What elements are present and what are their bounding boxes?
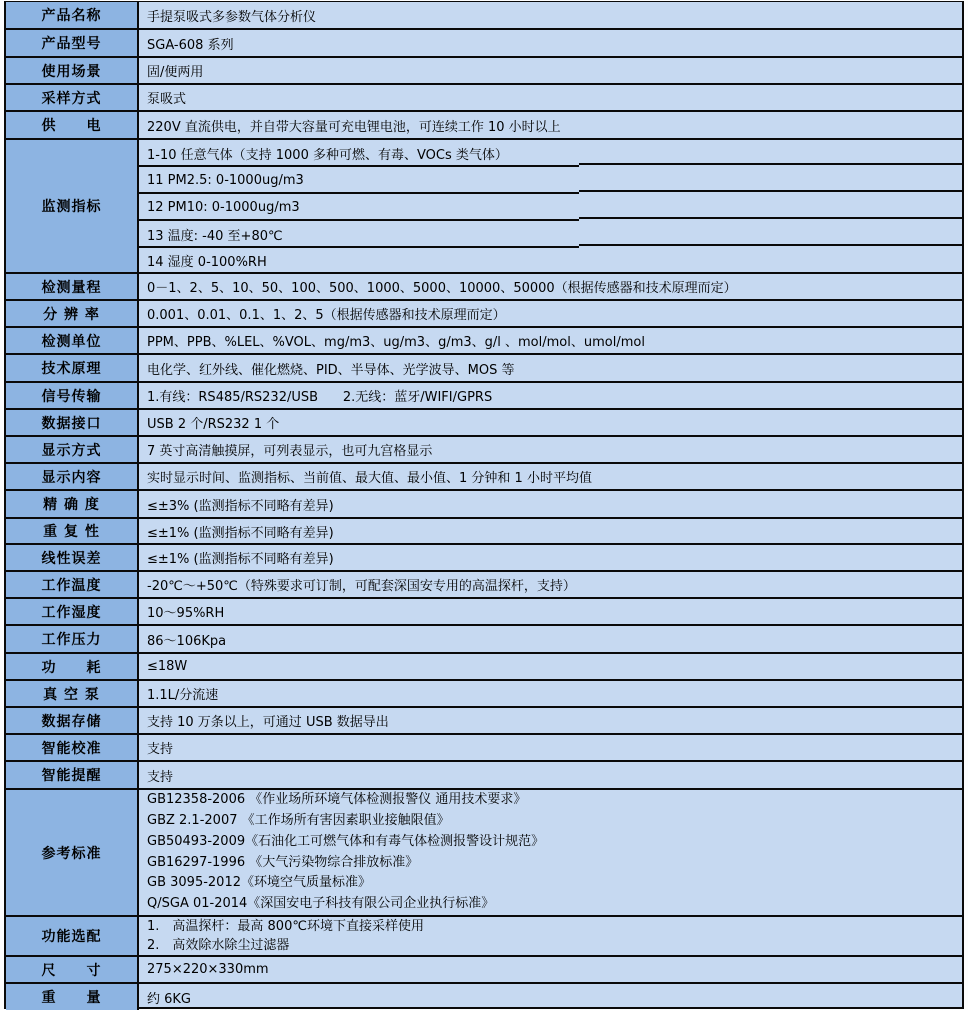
spec-row-label: 供 电 — [6, 112, 139, 138]
spec-row-label: 功能选配 — [6, 917, 139, 955]
spec-row-label: 数据存储 — [6, 708, 139, 733]
spec-value-line: Q/SGA 01-2014《深国安电子科技有限公司企业执行标准》 — [147, 896, 495, 912]
spec-table-row — [6, 301, 962, 328]
product-spec-table — [4, 1, 964, 1009]
spec-subrow-value: 14 湿度 0-100%RH — [147, 254, 267, 270]
spec-row-multiline-value — [139, 917, 962, 955]
spec-row-value: 1.有线：RS485/RS232/USB 2.无线：蓝牙/WIFI/GPRS — [147, 390, 493, 405]
spec-row-value: 10～95%RH — [147, 606, 225, 621]
spec-row-label: 显示方式 — [6, 437, 139, 462]
spec-row-value: 86～106Kpa — [147, 633, 227, 649]
spec-row-value: 手提泵吸式多参数气体分析仪 — [147, 9, 317, 25]
spec-value-line: 1. 高温探杆：最高 800℃环境下直接采样使用 — [147, 919, 424, 934]
spec-table-row — [6, 626, 962, 654]
spec-row-label: 工作温度 — [6, 572, 139, 597]
spec-row-value: -20℃～+50℃（特殊要求可订制，可配套深国安专用的高温探杆，支持） — [147, 579, 576, 594]
spec-table-row — [6, 545, 962, 572]
spec-table-row — [6, 2, 962, 30]
spec-row-value: 约 6KG — [147, 991, 192, 1007]
spec-subrow — [139, 167, 962, 194]
spec-row-label: 工作湿度 — [6, 599, 139, 624]
spec-table-row — [6, 790, 962, 917]
spec-row-value: PPM、PPB、%LEL、%VOL、mg/m3、ug/m3、g/m3、g/l 、mol/mol、umol/mol — [147, 335, 645, 350]
spec-row-label: 监测指标 — [6, 140, 139, 272]
spec-subrow — [139, 221, 962, 248]
spec-row-value: 7 英寸高清触摸屏，可列表显示，也可九宫格显示 — [147, 444, 433, 459]
spec-table-row — [6, 383, 962, 410]
spec-subrow-value: 13 温度: -40 至+80℃ — [147, 229, 283, 244]
spec-subrow-group — [139, 140, 962, 272]
spec-row-label: 显示内容 — [6, 464, 139, 489]
spec-subrow-value: 11 PM2.5: 0-1000ug/m3 — [147, 173, 304, 188]
spec-row-label: 参考标准 — [6, 790, 139, 915]
spec-row-value: 支持 — [147, 769, 174, 785]
spec-row-label: 产品名称 — [6, 2, 139, 28]
spec-row-label: 检测单位 — [6, 328, 139, 353]
spec-table-row — [6, 519, 962, 545]
spec-row-value: ≤±1% (监测指标不同略有差异) — [147, 525, 334, 541]
spec-value-line: 2. 高效除水除尘过滤器 — [147, 938, 290, 953]
spec-value-line: GB16297-1996 《大气污染物综合排放标准》 — [147, 854, 419, 870]
spec-subrow — [139, 248, 962, 272]
spec-row-value: 275×220×330mm — [147, 962, 269, 977]
spec-row-value: 泵吸式 — [147, 92, 187, 107]
spec-table-row — [6, 328, 962, 355]
spec-table-row — [6, 708, 962, 735]
spec-table-row — [6, 140, 962, 274]
spec-row-label: 重 复 性 — [6, 519, 139, 543]
spec-table-row — [6, 984, 962, 1010]
spec-row-value: 220V 直流供电，并自带大容量可充电锂电池，可连续工作 10 小时以上 — [147, 119, 561, 135]
spec-row-label: 功 耗 — [6, 654, 139, 679]
spec-value-line: GBZ 2.1-2007 《工作场所有害因素职业接触限值》 — [147, 812, 450, 828]
spec-subrow-value: 12 PM10: 0-1000ug/m3 — [147, 200, 300, 215]
spec-table-row — [6, 274, 962, 301]
spec-row-value: 固/便两用 — [147, 65, 204, 80]
spec-table-row — [6, 355, 962, 383]
spec-row-label: 工作压力 — [6, 626, 139, 652]
spec-row-label: 精 确 度 — [6, 491, 139, 517]
spec-row-label: 使用场景 — [6, 58, 139, 83]
spec-table-row — [6, 437, 962, 464]
spec-value-line: GB 3095-2012《环境空气质量标准》 — [147, 875, 371, 891]
spec-row-label: 真 空 泵 — [6, 681, 139, 706]
spec-row-label: 数据接口 — [6, 410, 139, 435]
spec-row-value: 1.1L/分流速 — [147, 688, 219, 703]
spec-row-value: ≤18W — [147, 659, 188, 674]
spec-row-value: 电化学、红外线、催化燃烧、PID、半导体、光学波导、MOS 等 — [147, 362, 515, 378]
spec-subrow — [139, 140, 962, 167]
spec-row-label: 技术原理 — [6, 355, 139, 381]
spec-row-value: SGA-608 系列 — [147, 37, 234, 53]
spec-table-row — [6, 599, 962, 626]
spec-row-label: 信号传输 — [6, 383, 139, 408]
spec-table-row — [6, 491, 962, 519]
spec-row-label: 尺 寸 — [6, 957, 139, 982]
spec-table-row — [6, 917, 962, 957]
spec-row-value: USB 2 个/RS232 1 个 — [147, 417, 280, 432]
spec-table-row — [6, 735, 962, 762]
spec-row-label: 重 量 — [6, 984, 139, 1010]
spec-table-row — [6, 654, 962, 681]
spec-table-row — [6, 58, 962, 85]
spec-row-value: 支持 — [147, 742, 174, 757]
spec-row-multiline-value — [139, 790, 962, 915]
spec-row-label: 智能提醒 — [6, 762, 139, 788]
spec-table-row — [6, 85, 962, 112]
subrow-divider-right — [579, 244, 962, 246]
spec-row-value: 0.001、0.01、0.1、1、2、5（根据传感器和技术原理而定） — [147, 308, 506, 323]
spec-table-row — [6, 464, 962, 491]
subrow-divider-right — [579, 190, 962, 192]
spec-row-label: 产品型号 — [6, 30, 139, 56]
spec-table-row — [6, 572, 962, 599]
spec-row-value: 实时显示时间、监测指标、当前值、最大值、最小值、1 分钟和 1 小时平均值 — [147, 471, 592, 486]
spec-row-label: 检测量程 — [6, 274, 139, 299]
spec-row-label: 线性误差 — [6, 545, 139, 570]
spec-table-row — [6, 957, 962, 984]
spec-table-row — [6, 681, 962, 708]
spec-value-line: GB50493-2009《石油化工可燃气体和有毒气体检测报警设计规范》 — [147, 833, 545, 849]
spec-table-row — [6, 112, 962, 140]
spec-row-label: 智能校准 — [6, 735, 139, 760]
spec-value-line: GB12358-2006 《作业场所环境气体检测报警仪 通用技术要求》 — [147, 792, 527, 808]
spec-subrow-value: 1-10 任意气体（支持 1000 多种可燃、有毒、VOCs 类气体） — [147, 148, 508, 163]
spec-table-row — [6, 762, 962, 790]
spec-row-label: 分 辨 率 — [6, 301, 139, 326]
spec-subrow — [139, 194, 962, 221]
spec-row-value: ≤±1% (监测指标不同略有差异) — [147, 552, 334, 567]
spec-row-value: 0－1、2、5、10、50、100、500、1000、5000、10000、50000（根据传感器和技术原理而定） — [147, 281, 737, 296]
spec-table-row — [6, 410, 962, 437]
subrow-divider-right — [579, 163, 962, 165]
spec-row-value: 支持 10 万条以上，可通过 USB 数据导出 — [147, 715, 389, 730]
subrow-divider-right — [579, 217, 962, 219]
spec-row-label: 采样方式 — [6, 85, 139, 110]
spec-table-row — [6, 30, 962, 58]
spec-row-value: ≤±3% (监测指标不同略有差异) — [147, 498, 334, 514]
